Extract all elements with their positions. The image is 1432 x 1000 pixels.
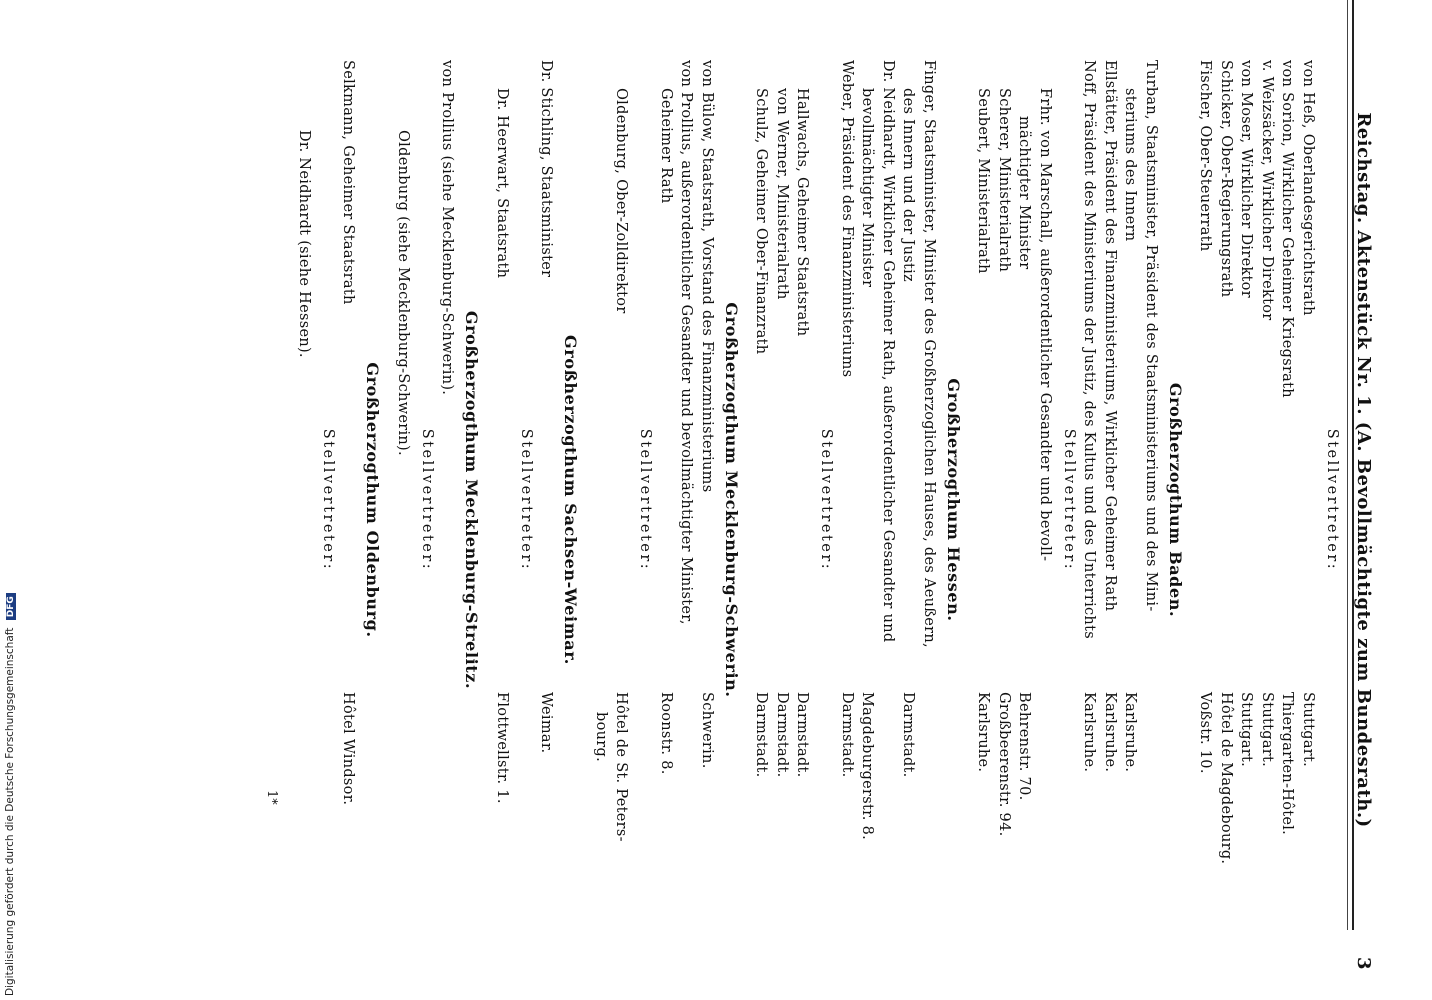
entry-name: Seubert, Ministerialrath [975, 88, 992, 274]
entry-location: Darmstadt. [900, 692, 917, 778]
entry-row [494, 88, 510, 804]
section-title: Großherzogthum Baden. [1166, 382, 1185, 618]
entry-name: Schicker, Ober-Regierungsrath [1218, 60, 1234, 298]
entry-location: Stuttgart. [1238, 692, 1255, 768]
entry-row [1037, 88, 1053, 561]
entry-name: v. Weizsäcker, Wirklicher Direktor [1259, 60, 1275, 321]
header-title: Reichstag. Aktenstück Nr. 1. (A. Bevollmächtigte zum Bundesrath.) [1353, 112, 1374, 828]
entry-row [1102, 60, 1118, 773]
entry-location: Hôtel de Magdebourg. [1218, 692, 1234, 865]
section-heading [944, 0, 963, 1000]
entry-row [975, 88, 992, 773]
deputy-heading [518, 0, 534, 1000]
entry-row [1016, 116, 1033, 801]
entry-name: von Bülow, Staatsrath, Vorstand des Finanzministeriums [699, 60, 715, 493]
entry-row [1122, 88, 1139, 773]
entry-location: Schwerin. [699, 692, 715, 769]
deputy-heading [419, 0, 435, 1000]
entry-row [794, 88, 811, 778]
entry-location: Behrenstr. 70. [1016, 692, 1033, 801]
entry-name: Selkmann, Geheimer Staatsrath [340, 60, 357, 305]
entry-location: Hôtel Windsor. [340, 692, 357, 806]
deputy-heading [819, 0, 835, 1000]
entry-location: Karlsruhe. [1102, 692, 1118, 773]
entry-name: Hallwachs, Geheimer Staatsrath [794, 88, 811, 337]
section-title: Großherzogthum Mecklenburg-Schwerin. [722, 302, 741, 698]
entry-name: von Sorion, Wirklicher Geheimer Kriegsrath [1279, 60, 1296, 398]
entry-name: Scherer, Ministerialrath [996, 88, 1012, 273]
entry-row [440, 60, 456, 395]
deputy-label: Stellvertreter: [637, 428, 654, 572]
entry-location: Thiergarten-Hôtel. [1279, 692, 1296, 836]
entry-location: Darmstadt. [753, 692, 770, 778]
entry-row [900, 88, 917, 778]
entry-row [613, 88, 630, 842]
entry-location: Flottwellstr. 1. [494, 692, 510, 804]
section-title: Großherzogthum Mecklenburg-Strelitz. [462, 310, 482, 690]
entry-name: Fischer, Ober-Steuerrath [1197, 60, 1214, 252]
deputy-label: Stellvertreter: [818, 428, 835, 572]
entry-row [839, 60, 855, 778]
entry-name: Ellstätter, Präsident des Finanzministeriums, Wirklicher Geheimer Rath [1102, 60, 1118, 612]
entry-location: Karlsruhe. [1122, 692, 1139, 773]
entry-name: des Innern und der Justiz [900, 88, 917, 282]
section-heading [463, 0, 482, 1000]
deputy-heading [1324, 0, 1340, 1000]
entry-location: Darmstadt. [839, 692, 855, 778]
entry-row [658, 88, 674, 775]
entry-row [1081, 60, 1098, 773]
dfg-logo: DFG [6, 593, 16, 620]
entry-row [538, 60, 555, 754]
entry-name: Frhr. von Marschall, außerordentlicher Gesandter und bevoll- [1037, 88, 1053, 562]
deputy-label: Stellvertreter: [518, 428, 534, 572]
entry-name: von Moser, Wirklicher Direktor [1238, 60, 1255, 298]
entry-row [859, 88, 876, 841]
entry-row [679, 60, 695, 625]
entry-row [395, 130, 411, 456]
section-heading [562, 0, 581, 1000]
entry-location: Karlsruhe. [1081, 692, 1098, 773]
entry-name: Dr. Heerwart, Staatsrath [494, 88, 510, 279]
entry-location: Großbeerenstr. 94. [996, 692, 1012, 837]
entry-row [1143, 60, 1159, 612]
deputy-label: Stellvertreter: [1324, 428, 1340, 572]
entry-location: bourg. [593, 712, 609, 762]
entry-name: von Werner, Ministerialrath [774, 88, 790, 300]
footer-text [4, 596, 16, 996]
entry-name: steriums des Innern [1122, 88, 1139, 242]
entry-name: Dr. Stichling, Staatsminister [538, 60, 555, 278]
page-number: 3 [1353, 956, 1374, 970]
header-rule-thin [1347, 0, 1348, 930]
entry-location: Voßstr. 10. [1197, 692, 1214, 774]
entry-name: Dr. Neidhardt (siehe Hessen). [296, 130, 312, 358]
entry-name: bevollmächtigter Minister [859, 88, 876, 288]
entry-row [340, 60, 357, 806]
section-heading [1166, 0, 1185, 1000]
entry-name: Dr. Neidhardt, Wirklicher Geheimer Rath, außerordentlicher Gesandter und [880, 60, 896, 643]
entry-location: Darmstadt. [774, 692, 790, 778]
signature-mark: 1* [264, 790, 280, 805]
entry-name: Oldenburg, Ober-Zolldirektor [613, 88, 630, 314]
deputy-heading [320, 0, 336, 1000]
entry-name: von Prollius, außerordentlicher Gesandter und bevollmächtigter Minister, [678, 60, 695, 625]
entry-location: Stuttgart. [1300, 692, 1316, 768]
section-title: Großherzogthum Sachsen-Weimar. [561, 335, 581, 665]
entry-row [921, 60, 937, 648]
entry-location: Weimar. [538, 692, 555, 754]
entry-row [1259, 60, 1275, 768]
entry-name: Turban, Staatsminister, Präsident des Staatsministeriums und des Mini- [1143, 60, 1159, 612]
section-title: Großherzogthum Oldenburg. [363, 362, 383, 638]
entry-row [1218, 60, 1234, 865]
page-header [1346, 30, 1374, 970]
entry-name: Weber, Präsident des Finanzministeriums [839, 60, 855, 378]
entry-location: Hôtel de St. Peters- [613, 692, 630, 842]
entry-name: von Heß, Oberlandesgerichtsrath [1300, 60, 1316, 316]
footer-rail [0, 0, 24, 1000]
entry-name: Schulz, Geheimer Ober-Finanzrath [753, 88, 770, 355]
deputy-label: Stellvertreter: [1061, 428, 1077, 572]
entry-location: Roonstr. 8. [658, 692, 674, 775]
entry-row [774, 88, 790, 778]
entry-location: Karlsruhe. [975, 692, 992, 773]
entry-name: Geheimer Rath [658, 88, 674, 204]
entry-location: Darmstadt. [794, 692, 811, 778]
entry-row [753, 88, 770, 778]
header-rule [1352, 0, 1354, 930]
entry-row [296, 130, 312, 358]
section-heading [364, 0, 383, 1000]
entry-location: Magdeburgerstr. 8. [859, 692, 876, 841]
entry-row [996, 88, 1012, 837]
deputy-label: Stellvertreter: [320, 428, 336, 572]
entry-name: von Prollius (siehe Mecklenburg-Schwerin). [439, 60, 456, 396]
entry-name: Noff, Präsident des Ministeriums der Justiz, des Kultus und des Unterrichts [1081, 60, 1098, 639]
entry-location: Stuttgart. [1259, 692, 1275, 768]
entry-name: Oldenburg (siehe Mecklenburg-Schwerin). [395, 130, 411, 456]
entry-row [1300, 60, 1316, 768]
section-title: Großherzogthum Hessen. [944, 378, 963, 622]
entry-row [1238, 60, 1255, 768]
entry-row [1197, 60, 1214, 774]
deputy-heading [638, 0, 654, 1000]
entry-row [699, 60, 715, 769]
entry-name: mächtigter Minister [1016, 116, 1033, 270]
footer-credit: Digitalisierung gefördert durch die Deutsche Forschungsgemeinschaft [4, 627, 16, 996]
entry-name: Finger, Staatsminister, Minister des Großherzoglichen Hauses, des Aeußern, [921, 60, 937, 648]
entry-row [1279, 60, 1296, 836]
deputy-label: Stellvertreter: [419, 428, 435, 572]
entry-row [880, 60, 896, 642]
section-heading [722, 0, 741, 1000]
deputy-heading [1061, 0, 1077, 1000]
